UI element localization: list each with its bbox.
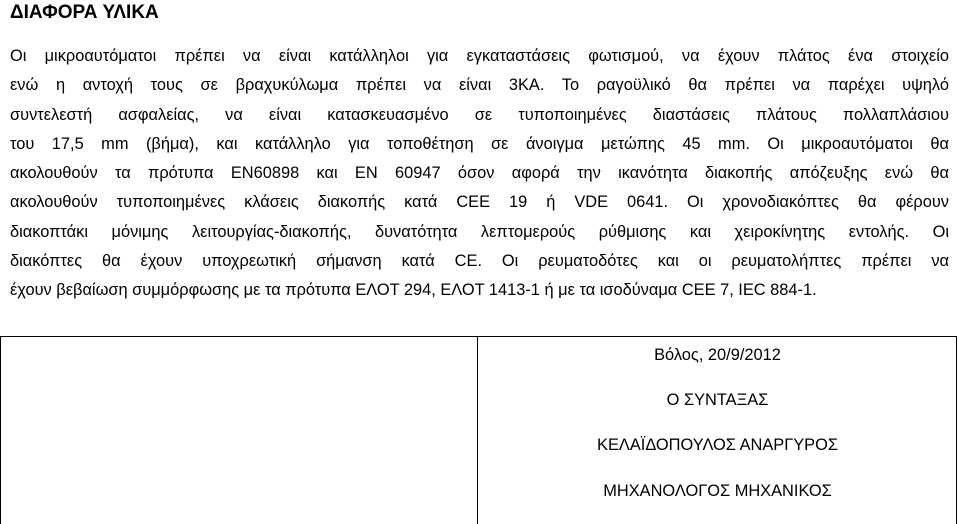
signature-place-date: Βόλος, 20/9/2012 [654,346,781,364]
paragraph-line: διακοπτάκι μόνιμης λειτουργίας-διακοπής, δυνατότητα λεπτομερούς ρύθμισης και χειροκίνητης εντολής. Οι [10,222,949,241]
paragraph-line: συντελεστή ασφαλείας, να είναι κατασκευασμένο σε τυποποιημένες διαστάσεις πλάτους πολλαπλάσιου [10,105,949,124]
paragraph-line: ακολουθούν τα πρότυπα EN60898 και ΕΝ 60947 όσον αφορά την ικανότητα διακοπής απόζευξης ενώ θα [10,164,949,183]
paragraph-line: διακόπτες θα έχουν υποχρεωτική σήμανση κατά CE. Οι ρευματοδότες και οι ρευματολήπτες πρέπει να [10,252,949,271]
paragraph-line: Οι μικροαυτόματοι πρέπει να είναι κατάλληλοι για εγκαταστάσεις φωτισμού, να έχουν πλάτος ένα στοιχείο [10,47,949,65]
paragraph-line: έχουν βεβαίωση συμμόρφωσης με τα πρότυπα ΕΛΟΤ 294, ΕΛΟΤ 1413-1 ή με τα ισοδύναμα CEE 7, IEC 884-1. [10,281,817,300]
signature-name: ΚΕΛΑΪΔΟΠΟΥΛΟΣ ΑΝΑΡΓΥΡΟΣ [597,436,838,454]
section-heading: ΔΙΑΦΟΡΑ ΥΛΙΚΑ [10,2,159,23]
paragraph-line: ενώ η αντοχή τους σε βραχυκύλωμα πρέπει να είναι 3ΚΑ. Το ραγοϋλικό θα πρέπει να παρέχει υψηλό [10,76,949,95]
paragraph-line: του 17,5 mm (βήμα), και κατάλληλο για τοποθέτηση σε άνοιγμα μετώπης 45 mm. Οι μικροαυτόματοι θα [10,134,949,153]
signature-role: Ο ΣΥΝΤΑΞΑΣ [666,391,769,409]
paragraph-line: ακολουθούν τυποποιημένες κλάσεις διακοπής κατά CEE 19 ή VDE 0641. Οι χρονοδιακόπτες θα φέρουν [10,193,949,212]
body-paragraph [10,42,949,306]
signature-title: ΜΗΧΑΝΟΛΟΓΟΣ ΜΗΧΑΝΙΚΟΣ [603,482,832,500]
